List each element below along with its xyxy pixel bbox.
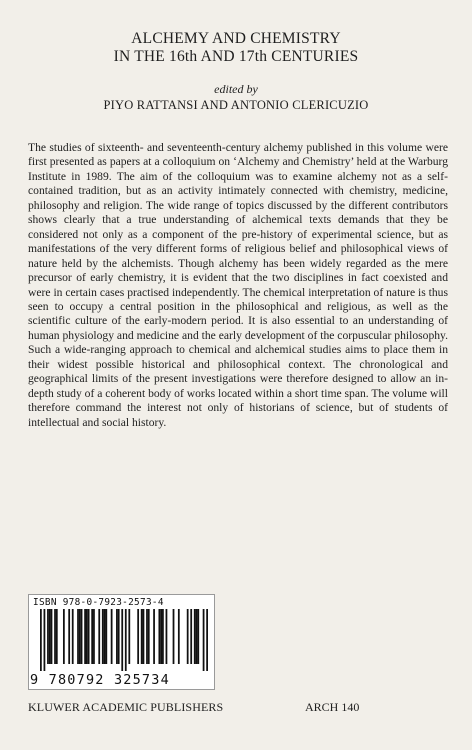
- barcode-bar: [194, 609, 196, 664]
- barcode-bar: [72, 609, 74, 664]
- barcode-bar: [137, 609, 139, 664]
- barcode-bar: [190, 609, 192, 664]
- barcode-bar: [77, 609, 79, 664]
- series-code: ARCH 140: [305, 700, 360, 714]
- barcode-bar: [91, 609, 93, 664]
- barcode-bar: [206, 609, 208, 671]
- barcode-bar: [81, 609, 83, 664]
- isbn-label: ISBN 978-0-7923-2573-4: [33, 597, 164, 608]
- barcode-bar: [162, 609, 164, 664]
- barcode-bar: [51, 609, 53, 664]
- barcode-bar: [197, 609, 199, 664]
- barcode-bars: [40, 609, 208, 671]
- barcode-bar: [56, 609, 58, 664]
- barcode-bar: [187, 609, 189, 664]
- barcode-bar: [93, 609, 95, 664]
- barcode-bar: [148, 609, 150, 664]
- barcode-bar: [173, 609, 175, 664]
- barcode-bar: [141, 609, 143, 664]
- barcode-bar: [84, 609, 86, 664]
- barcode-bar: [121, 609, 123, 671]
- barcode-bar: [118, 609, 120, 664]
- barcode-bar: [203, 609, 205, 671]
- barcode-bar: [153, 609, 155, 664]
- publisher-name: KLUWER ACADEMIC PUBLISHERS: [28, 700, 224, 714]
- barcode-bar: [98, 609, 100, 664]
- barcode-bar: [86, 609, 88, 664]
- barcode-bar: [160, 609, 162, 664]
- barcode-bar: [68, 609, 70, 664]
- book-title-line-2: IN THE 16th AND 17th CENTURIES: [113, 48, 359, 65]
- barcode-bar: [128, 609, 130, 664]
- barcode-bar: [158, 609, 160, 664]
- edited-by-label: edited by: [214, 82, 258, 96]
- barcode-digits: 9 780792 325734: [30, 672, 170, 688]
- barcode-bar: [111, 609, 113, 664]
- barcode-bar: [63, 609, 65, 664]
- editors-names: PIYO RATTANSI AND ANTONIO CLERICUZIO: [103, 98, 369, 112]
- barcode-bar: [104, 609, 106, 664]
- barcode-bar: [143, 609, 145, 664]
- book-title-line-1: ALCHEMY AND CHEMISTRY: [131, 30, 341, 47]
- barcode-bar: [146, 609, 148, 664]
- barcode-bar: [47, 609, 49, 664]
- barcode-bar: [49, 609, 51, 664]
- barcode-bar: [40, 609, 42, 671]
- back-cover-description: The studies of sixteenth- and seventeenth-century alchemy published in this volume were first presented as papers at a colloquium on ‘Alchemy and Chemistry’ held at the Warburg Institute in 1989. The aim of the colloquium was to examine alchemy not as a self-contained tradition, but as an activity intimately connected with chemistry, medicine, philosophy and religion. The wide range of topics discussed by the different contributors shows clearly that a true understanding of alchemical texts demands that they be considered not only as a component of the pre-history of experimental science, but as manifestations of the very different forms of religious belief and philosophical views of nature held by the alchemists. Though alchemy has been widely regarded as the mere precursor of early chemistry, it is evident that the two disciplines in fact coexisted and were in certain cases practised independently. The chemical interpretation of nature is thus seen to occupy a central position in the philosophical and religious, as well as the scientific culture of the early-modern period. It is also essential to an understanding of human physiology and medicine and the early development of the corpuscular philosophy. Such a wide-ranging approach to chemical and alchemical studies aims to place them in their widest possible historical and philosophical context. The chronological and geographical limits of the present investigations were therefore designed to allow an in-depth study of a coherent body of works located within a short time span. The volume will therefore command the interest not only of historians of science, but of students of intellectual and social history.: [28, 141, 448, 429]
- barcode-bar: [79, 609, 81, 664]
- barcode-bar: [54, 609, 56, 664]
- barcode-bar: [88, 609, 90, 664]
- barcode-bar: [116, 609, 118, 664]
- barcode-bar: [105, 609, 107, 664]
- barcode-bar: [102, 609, 104, 664]
- barcode-bar: [196, 609, 198, 664]
- barcode-bar: [125, 609, 127, 671]
- barcode-bar: [44, 609, 46, 671]
- barcode-bar: [178, 609, 180, 664]
- barcode-bar: [166, 609, 168, 664]
